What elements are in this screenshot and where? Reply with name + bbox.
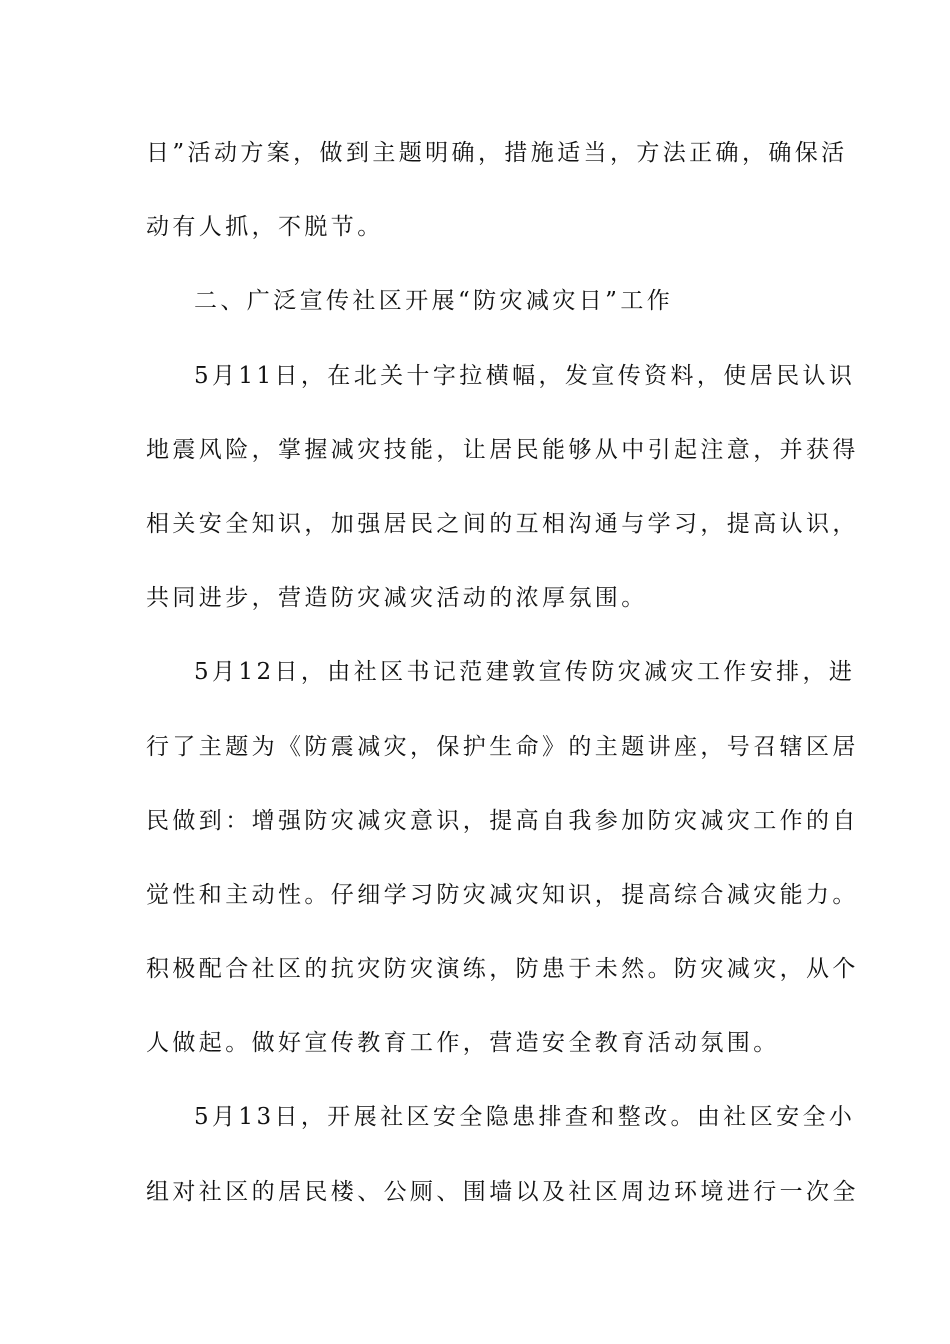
text-line: 5月13日，开展社区安全隐患排查和整改。由社区安全小 [194, 1104, 856, 1131]
text-line: 相关安全知识，加强居民之间的互相沟通与学习，提高认识， [146, 510, 859, 537]
section-heading: 二、广泛宣传社区开展“防灾减灾日”工作 [194, 288, 674, 315]
text-line: 人做起。做好宣传教育工作，营造安全教育活动氛围。 [146, 1030, 780, 1057]
text-line: 5月11日，在北关十字拉横幅，发宣传资料，使居民认识 [194, 362, 856, 389]
text-line: 5月12日，由社区书记范建敦宣传防灾减灾工作安排，进 [194, 659, 856, 686]
text-line: 共同进步，营造防灾减灾活动的浓厚氛围。 [146, 585, 648, 612]
text-line: 积极配合社区的抗灾防灾演练，防患于未然。防灾减灾，从个 [146, 956, 859, 983]
text-line: 组对社区的居民楼、公厕、围墙以及社区周边环境进行一次全 [146, 1178, 859, 1205]
text-line: 日”活动方案，做到主题明确，措施适当，方法正确，确保活 [146, 140, 848, 166]
text-line: 民做到：增强防灾减灾意识，提高自我参加防灾减灾工作的自 [146, 807, 859, 834]
text-line: 动有人抓，不脱节。 [146, 214, 384, 241]
text-line: 行了主题为《防震减灾，保护生命》的主题讲座，号召辖区居 [146, 733, 859, 760]
document-body [146, 128, 859, 1241]
text-line: 觉性和主动性。仔细学习防灾减灾知识，提高综合减灾能力。 [146, 881, 859, 908]
text-line: 地震风险，掌握减灾技能，让居民能够从中引起注意，并获得 [146, 436, 859, 463]
